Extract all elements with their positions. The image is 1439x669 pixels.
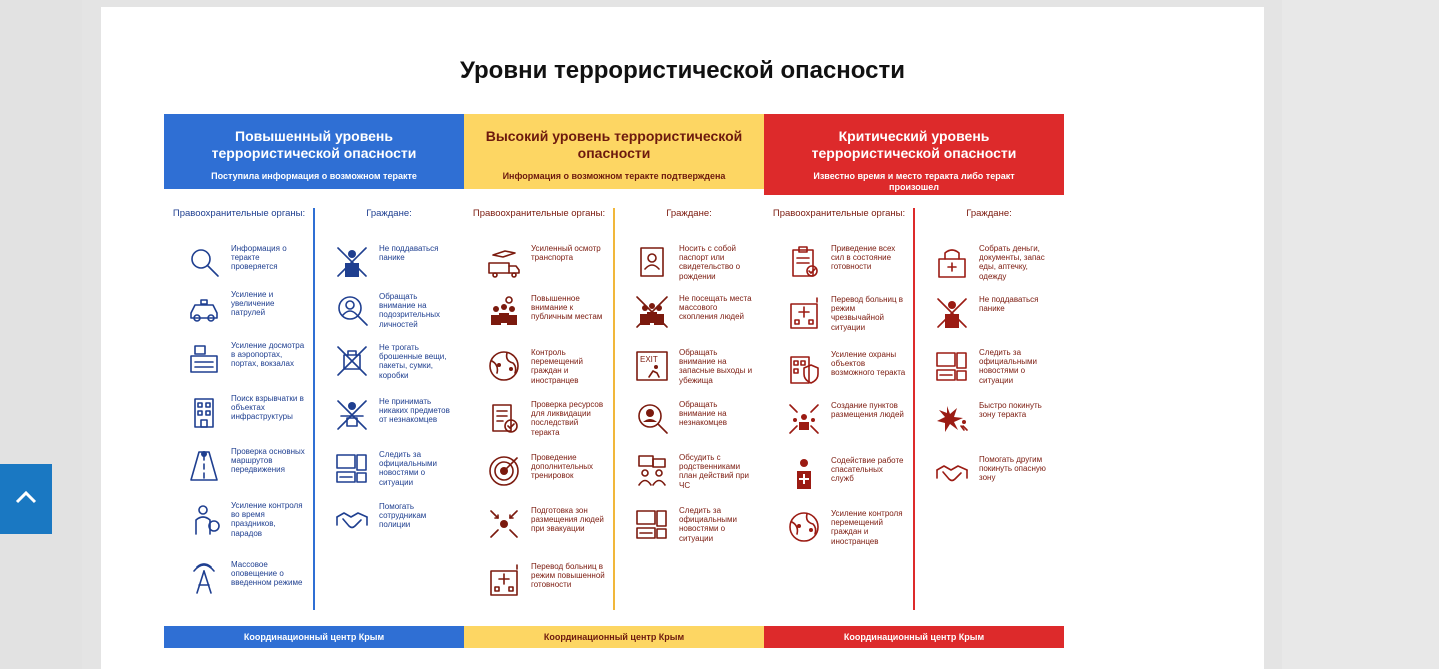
action-item	[464, 348, 614, 385]
action-label: Информация о теракте проверяется	[231, 244, 287, 272]
action-label: Массовое оповещение о введенном режиме	[231, 560, 303, 588]
action-item	[764, 244, 914, 280]
migration-icon	[786, 509, 822, 545]
run-explosion-icon	[934, 401, 970, 437]
action-item	[464, 244, 614, 280]
no-crowd-icon	[634, 294, 670, 330]
citizens-list	[914, 208, 1064, 483]
antenna-icon	[186, 560, 222, 596]
action-item	[614, 294, 764, 330]
level-header	[164, 114, 464, 189]
guard-icon	[186, 501, 222, 537]
action-label: Усиление досмотра в аэропортах, портах, вокзалах	[231, 341, 305, 369]
action-label: Собрать деньги, документы, запас еды, аптечку, одежду	[979, 244, 1045, 281]
action-item	[464, 562, 614, 598]
action-item	[164, 394, 314, 430]
action-label: Поиск взрывчатки в объектах инфраструктуры	[231, 394, 304, 422]
action-label: Обращать внимание на запасные выходы и убежища	[679, 348, 753, 385]
action-label: Перевод больниц в режим повышенной готовности	[531, 562, 605, 590]
action-label: Проверка ресурсов для ликвидации последствий теракта	[531, 400, 604, 437]
action-label: Не принимать никаких предметов от незнакомцев	[379, 397, 450, 425]
level-footer: Координационный центр Крым	[164, 626, 464, 648]
level-footer: Координационный центр Крым	[464, 626, 764, 648]
action-label: Повышенное внимание к публичным местам	[531, 294, 603, 322]
action-item	[464, 294, 614, 330]
no-touch-icon	[334, 343, 370, 379]
road-icon	[186, 447, 222, 483]
action-item	[314, 244, 464, 280]
crowd-search-icon	[486, 294, 522, 330]
level-header	[764, 114, 1064, 195]
suspicious-person-icon	[334, 292, 370, 328]
action-item	[764, 401, 914, 437]
action-label: Усиление и увеличение патрулей	[231, 290, 275, 318]
action-item	[464, 400, 614, 437]
level-footer: Координационный центр Крым	[764, 626, 1064, 648]
police-car-icon	[186, 290, 222, 326]
action-item	[764, 350, 914, 386]
action-label: Содействие работе спасательных служб	[831, 456, 904, 484]
action-label: Обсудить с родственниками план действий при ЧС	[679, 453, 749, 490]
level-column-critical	[764, 114, 1064, 648]
hospital-icon	[786, 295, 822, 331]
citizens-list	[614, 208, 764, 543]
scanner-icon	[186, 341, 222, 377]
action-label: Усиление охраны объектов возможного теракта	[831, 350, 906, 378]
action-item	[764, 295, 914, 332]
action-item	[314, 292, 464, 329]
action-label: Следить за официальными новостями о ситуации	[679, 506, 737, 543]
page-gutter-right	[1282, 0, 1439, 669]
action-item	[314, 502, 464, 538]
action-label: Усиление контроля во время праздников, парадов	[231, 501, 303, 538]
news-icon	[334, 450, 370, 486]
citizens-list	[314, 208, 464, 530]
level-column-elevated	[164, 114, 464, 648]
action-label: Следить за официальными новостями о ситуации	[979, 348, 1037, 385]
law-enforcement-list	[164, 208, 314, 588]
action-label: Не трогать брошенные вещи, пакеты, сумки, коробки	[379, 343, 447, 380]
list-heading: Граждане:	[966, 208, 1012, 219]
scroll-to-top-button[interactable]	[0, 464, 52, 534]
action-label: Проведение дополнительных тренировок	[531, 453, 594, 481]
action-item	[914, 401, 1064, 437]
action-item	[164, 341, 314, 377]
action-item	[614, 348, 764, 385]
rescuer-icon	[786, 456, 822, 492]
no-accept-icon	[334, 397, 370, 433]
action-label: Приведение всех сил в состояние готовности	[831, 244, 896, 272]
evacuation-icon	[486, 506, 522, 542]
level-title: Повышенный уровень террористической опасности	[211, 128, 417, 161]
action-label: Быстро покинуть зону теракта	[979, 401, 1042, 420]
stranger-icon	[634, 400, 670, 436]
action-item	[764, 456, 914, 492]
news-icon	[634, 506, 670, 542]
handshake-icon	[934, 455, 970, 491]
transport-icon	[486, 244, 522, 280]
page-title: Уровни террористической опасности	[460, 57, 905, 84]
law-enforcement-list	[764, 208, 914, 546]
svg-text:EXIT: EXIT	[640, 355, 658, 364]
no-panic-icon	[934, 295, 970, 331]
action-item	[464, 453, 614, 489]
news-icon	[934, 348, 970, 384]
action-label: Контроль перемещений граждан и иностранцев	[531, 348, 583, 385]
list-heading: Граждане:	[666, 208, 712, 219]
action-label: Не поддаваться панике	[979, 295, 1039, 314]
action-item	[914, 348, 1064, 385]
action-label: Создание пунктов размещения людей	[831, 401, 904, 420]
bag-icon	[934, 244, 970, 280]
action-label: Усиление контроля перемещений граждан и иностранцев	[831, 509, 903, 546]
clipboard-icon	[786, 244, 822, 280]
exit-icon	[634, 348, 670, 384]
law-enforcement-list	[464, 208, 614, 590]
action-item	[614, 453, 764, 490]
action-label: Перевод больниц в режим чрезвычайной ситуации	[831, 295, 904, 332]
action-item	[164, 447, 314, 483]
action-item	[614, 244, 764, 281]
action-item	[314, 343, 464, 380]
passport-icon	[634, 244, 670, 280]
action-item	[314, 397, 464, 433]
target-icon	[486, 453, 522, 489]
shield-building-icon	[786, 350, 822, 386]
action-item	[164, 501, 314, 538]
list-heading: Граждане:	[366, 208, 412, 219]
action-label: Проверка основных маршрутов передвижения	[231, 447, 305, 475]
action-label: Обращать внимание на незнакомцев	[679, 400, 727, 428]
level-subtitle: Известно время и место теракта либо теракт произошел	[813, 171, 1015, 192]
list-heading: Правоохранительные органы:	[472, 208, 606, 219]
action-item	[914, 244, 1064, 281]
action-label: Следить за официальными новостями о ситуации	[379, 450, 437, 487]
action-item	[914, 295, 1064, 331]
level-header	[464, 114, 764, 189]
list-heading: Правоохранительные органы:	[172, 208, 306, 219]
page-gutter-left	[0, 0, 82, 669]
action-label: Подготовка зон размещения людей при эвакуации	[531, 506, 604, 534]
chevron-up-icon	[15, 490, 37, 509]
gathering-point-icon	[786, 401, 822, 437]
building-icon	[186, 394, 222, 430]
level-title: Критический уровень террористической опасности	[811, 128, 1017, 161]
checklist-icon	[486, 400, 522, 436]
no-panic-icon	[334, 244, 370, 280]
migration-icon	[486, 348, 522, 384]
action-label: Усиленный осмотр транспорта	[531, 244, 601, 263]
action-label: Носить с собой паспорт или свидетельство о рождении	[679, 244, 741, 281]
action-label: Помогать другим покинуть опасную зону	[979, 455, 1046, 483]
action-label: Не поддаваться панике	[379, 244, 439, 263]
action-label: Не посещать места массового скопления людей	[679, 294, 752, 322]
action-item	[164, 560, 314, 596]
hospital-icon	[486, 562, 522, 598]
action-item	[314, 450, 464, 487]
list-heading: Правоохранительные органы:	[772, 208, 906, 219]
handshake-icon	[334, 502, 370, 538]
action-item	[614, 400, 764, 436]
level-title: Высокий уровень террористической опасности	[485, 128, 743, 161]
level-column-high	[464, 114, 764, 648]
action-item	[164, 290, 314, 326]
action-item	[164, 244, 314, 280]
terror-levels-infographic	[164, 114, 1064, 648]
action-item	[914, 455, 1064, 491]
action-item	[764, 509, 914, 546]
action-label: Помогать сотрудникам полиции	[379, 502, 427, 530]
action-item	[614, 506, 764, 543]
family-plan-icon	[634, 453, 670, 489]
magnifier-icon	[186, 244, 222, 280]
action-label: Обращать внимание на подозрительных личностей	[379, 292, 440, 329]
action-item	[464, 506, 614, 542]
level-subtitle: Информация о возможном теракте подтверждена	[502, 171, 726, 181]
level-subtitle: Поступила информация о возможном теракте	[211, 171, 417, 181]
